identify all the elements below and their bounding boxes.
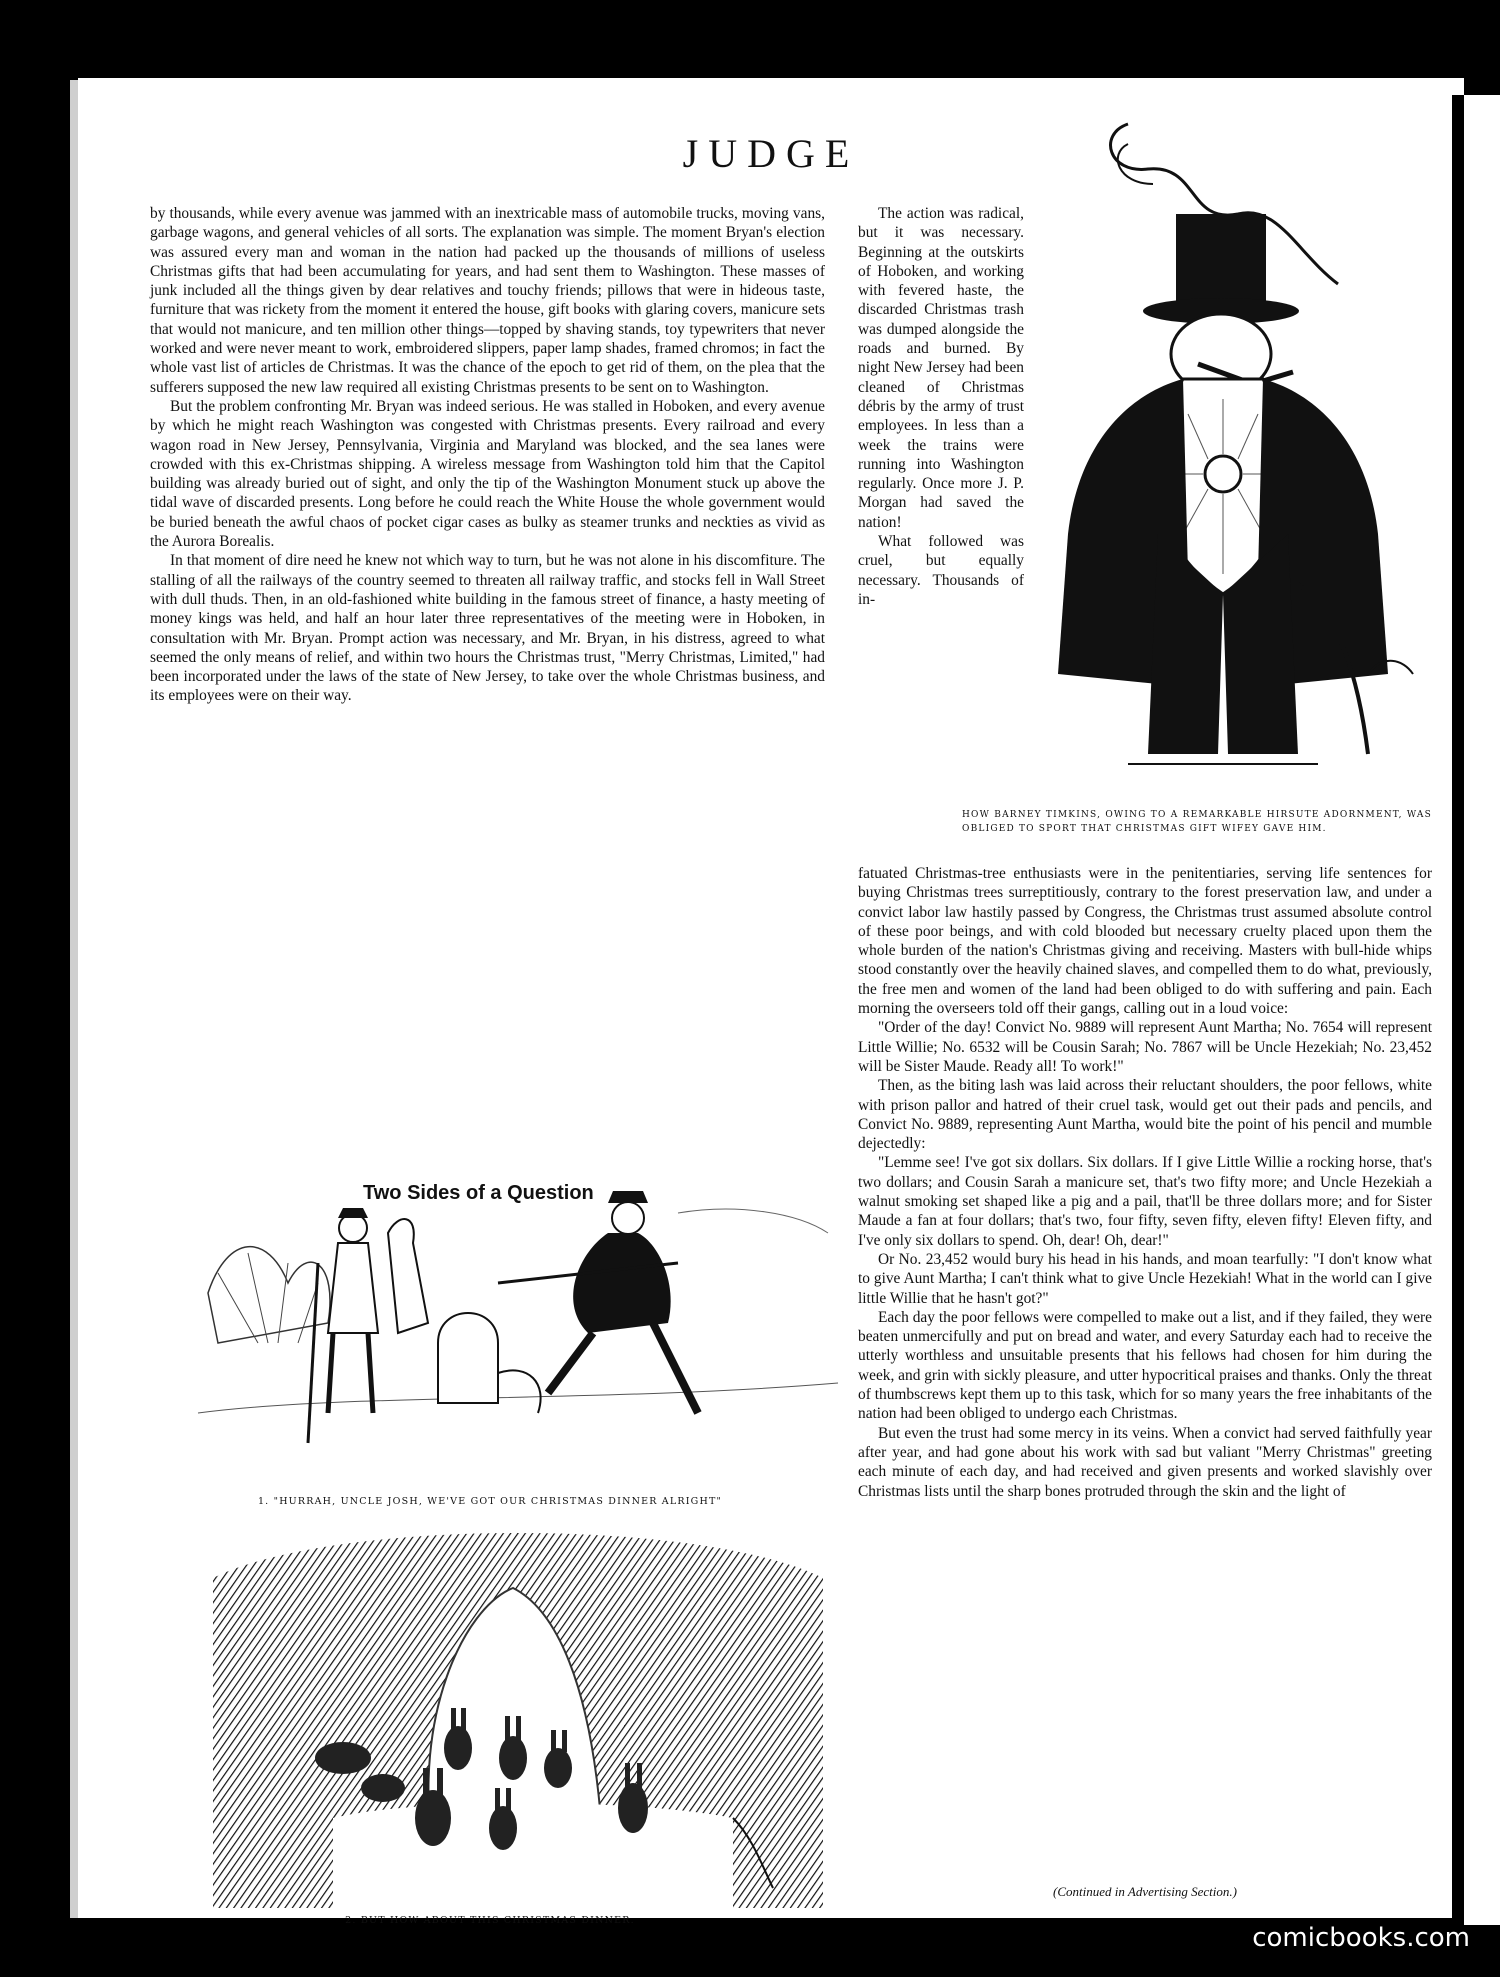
paragraph: But the problem confronting Mr. Bryan was indeed serious. He was stalled in Hoboken, and every avenue by which he might reach Washington was congested with Christmas presents. Every railroad and every wagon road in New Jersey, Pennsylvania, Virginia and Maryland was blocked, and the sea lanes were crowded with this ex-Christmas shipping. A wireless message from Washington told him that the Capitol building was already buried out of sight, and only the tip of the Washington Monument stuck up above the tidal wave of discarded presents. Long before he could reach the White House the whole government would be buried beneath the awful chaos of pocket cigar cases as bulky as steamer trunks and neckties as vivid as the Aurora Borealis. xyxy=(150,397,825,551)
rabbits-cartoon-illustration xyxy=(213,1518,823,1908)
paragraph: "Lemme see! I've got six dollars. Six dollars. If I give Little Willie a rocking horse, that's two dollars; and Cousin Sarah a manicure set, that's two fifty more; and Uncle Hezekiah a walnut smoking set shaped like a pig and a pail, that'll be three dollars more; and for Sister Maude a fan at four dollars; that's two, four fifty, seven fifty, eleven fifty! Eleven fifty, and I've only six dollars to spend. Oh, dear! Oh, dear!" xyxy=(858,1154,1432,1249)
barney-caption: HOW BARNEY TIMKINS, OWING TO A REMARKABLE HIRSUTE ADORNMENT, WAS OBLIGED TO SPORT THAT CHRISTMAS GIFT WIFEY GAVE HIM. xyxy=(962,810,1432,834)
paragraph: "Order of the day! Convict No. 9889 will represent Aunt Martha; No. 7654 will represent Little Willie; No. 6532 will be Cousin Sarah; No. 7867 will be Uncle Hezekiah; No. 23,452 will be Sister Maude. Ready all! To work!" xyxy=(858,1019,1432,1075)
paragraph: Then, as the biting lash was laid across their reluctant shoulders, the poor fellows, white with prison pallor and hatred of their cruel task, would get out their pads and pencils, and Convict No. 9889, representing Aunt Martha, would bite the point of his pencil and mumble dejectedly: xyxy=(858,1077,1432,1153)
masthead: JUDGE xyxy=(682,131,860,176)
right-column-text xyxy=(858,864,1432,1501)
left-column-text xyxy=(150,204,825,706)
paragraph: Or No. 23,452 would bury his head in his hands, and moan tearfully: "I don't know what to give Aunt Martha; I can't think what to give Uncle Hezekiah! What in the world can I give little Willie that he hasn't got?" xyxy=(858,1250,1432,1307)
paragraph: fatuated Christmas-tree enthusiasts were in the penitentiaries, serving life sentences for buying Christmas trees surreptitiously, contrary to the forest preservation law, and under a convict labor law hastily passed by Congress, the Christmas trust assumed absolute control of these poor beings, and with cold blooded but necessary cruelty placed upon them the whole burden of the nation's Christmas giving and receiving. Masters with bull-hide whips stood constantly over the heavily chained slaves, and compelled them to do what, previously, the free men and women of the land had been obliged to do with suffering and pain. Each morning the overseers told off their gangs, calling out in a loud voice: xyxy=(858,865,1432,1018)
paragraph: The action was radical, but it was necessary. Beginning at the outskirts of Hoboken, and working with fevered haste, the discarded Christmas trash was dumped alongside the roads and burned. By night New Jersey had been cleaned of Christmas débris by the army of trust employees. In less than a week the trains were running into Washington regularly. Once more J. P. Morgan had saved the nation! xyxy=(858,205,1024,531)
continued-note: (Continued in Advertising Section.) xyxy=(1053,1884,1237,1899)
hunters-cartoon-illustration xyxy=(198,1173,838,1483)
paragraph: Each day the poor fellows were compelled to make out a list, and if they failed, they were beaten unmercifully and put on bread and water, and every Saturday each had to receive the utterly worthless and unsuitable presents that his fellows had chosen for him during the week, and grin with sickly pleasure, and utter hypocritical praises and thanks. Only the threat of thumbscrews kept them up to this task, which for so many years the free inhabitants of the nation had been obliged to undergo each Christmas. xyxy=(858,1308,1432,1423)
paragraph: What followed was cruel, but equally necessary. Thousands of in- xyxy=(858,533,1024,608)
paragraph: But even the trust had some mercy in its veins. When a convict had served faithfully year after year, and had gone about his work with sad but valiant "Merry Christmas" greeting each minute of each day, and had received and given presents and worked slavishly over Christmas lists until the sharp bones protruded through the skin and the light of xyxy=(858,1424,1432,1500)
paragraph: In that moment of dire need he knew not which way to turn, but he was not alone in his discomfiture. The stalling of all the railways of the country seemed to threaten all railway traffic, and stocks fell in Wall Street with dull thuds. Then, in an old-fashioned white building in the famous street of finance, a hasty meeting of money kings was held, and half an hour later three representatives of the meeting were in Hoboken, in consultation with Mr. Bryan. Prompt action was necessary, and Mr. Bryan, in his distress, agreed to what seemed the only means of relief, and within two hours the Christmas trust, "Merry Christmas, Limited," had been incorporated under the laws of the state of New Jersey, to take over the whole Christmas business, and its employees were on their way. xyxy=(150,552,825,705)
middle-column-text xyxy=(858,204,1024,609)
cartoon-title: Two Sides of a Question xyxy=(363,1182,594,1204)
barney-timkins-illustration xyxy=(1038,114,1438,804)
paragraph: by thousands, while every avenue was jammed with an inextricable mass of automobile trucks, moving vans, garbage wagons, and general vehicles of all sorts. The explanation was simple. The moment Bryan's election was assured every man and woman in the nation had packed up the thousands of millions of useless Christmas gifts that had been accumulating for years, and had sent them to Washington. These masses of junk included all the things given by dear relatives and touchy friends; pillows that were in hideous taste, furniture that was rickety from the moment it entered the house, gift books with glaring covers, manicure sets that would not manicure, and ten million other things—topped by shaving stands, toy typewriters that never worked and were never meant to work, embroidered slippers, paper lamp shades, framed chromos; in fact the whole vast list of articles de Christmas. It was the chance of the epoch to get rid of them, on the plea that the sufferers supposed the new law required all existing Christmas presents to be sent on to Washington. xyxy=(150,205,825,396)
left-page-edge xyxy=(70,80,78,1918)
magazine-page xyxy=(78,78,1464,1926)
cartoon-caption-2: 2. BUT HOW ABOUT THIS CHRISTMAS DINNER. xyxy=(345,1915,635,1926)
watermark: comicbooks.com xyxy=(1252,1923,1470,1953)
cartoon-caption-1: 1. "HURRAH, UNCLE JOSH, WE'VE GOT OUR CHRISTMAS DINNER ALRIGHT" xyxy=(257,1496,723,1507)
next-page-edge xyxy=(1464,95,1500,1925)
page-gutter xyxy=(1452,95,1464,1925)
